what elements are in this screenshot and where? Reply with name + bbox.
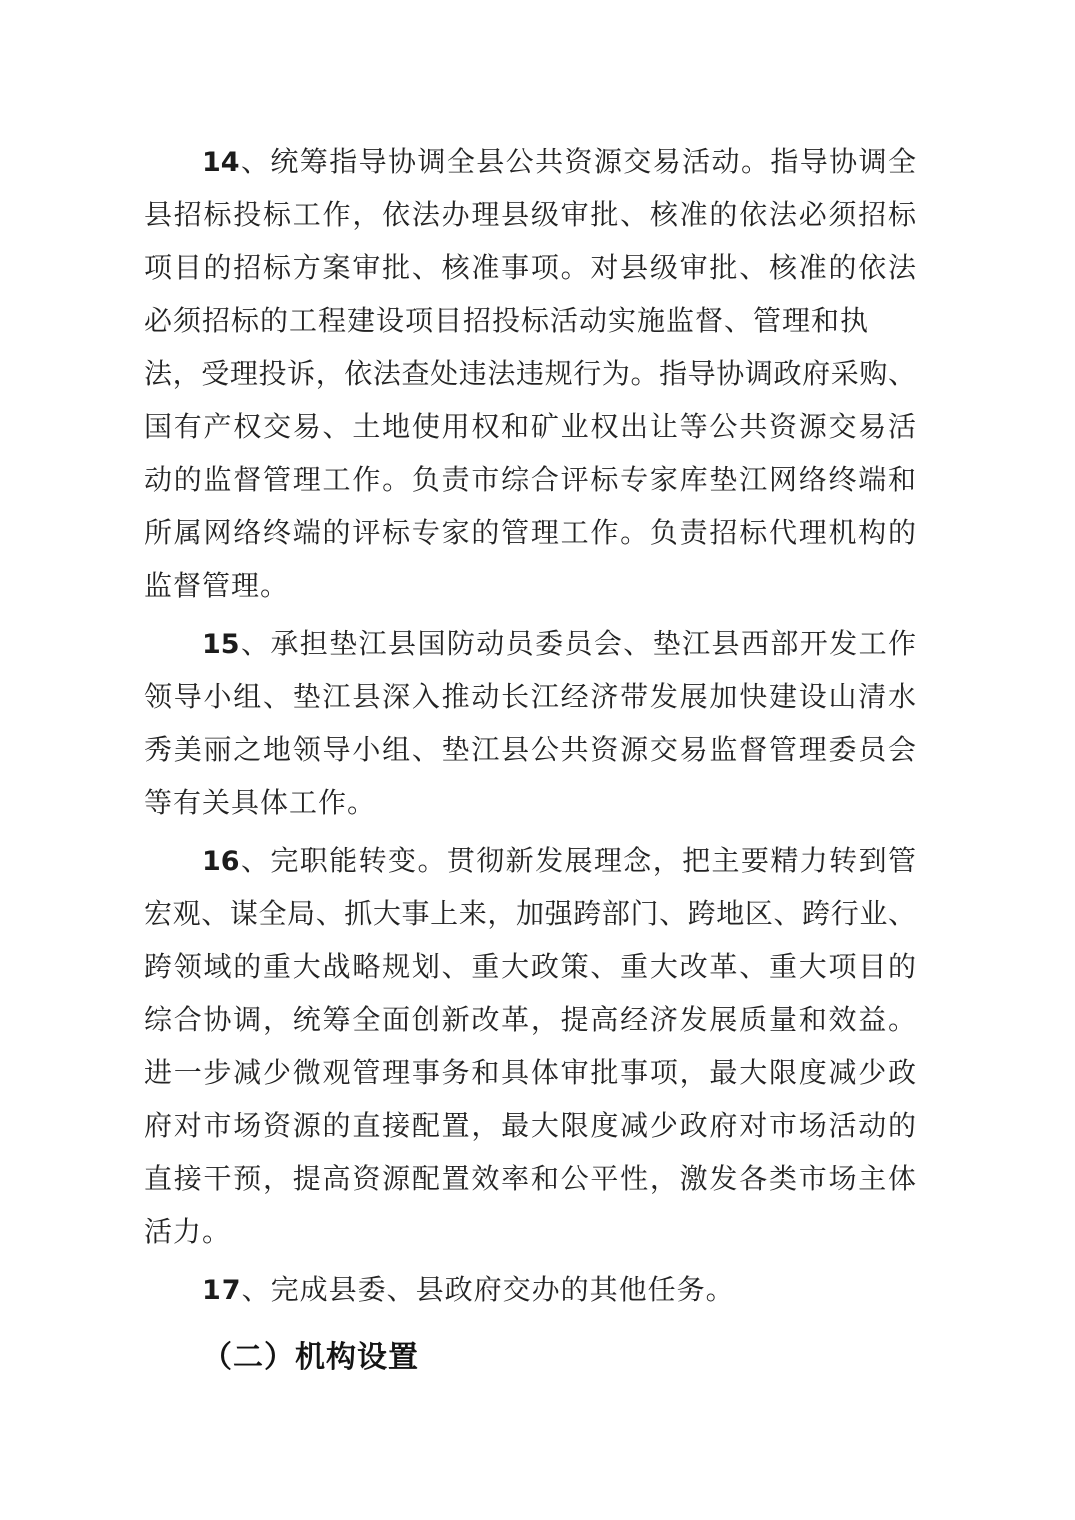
- text-line: 直接干预，提高资源配置效率和公平性，激发各类市场主体: [144, 1164, 916, 1195]
- item-number: 16: [202, 846, 240, 877]
- paragraph-item-16: [144, 835, 916, 1259]
- paragraph-item-17: [144, 1264, 916, 1317]
- text-line: 法，受理投诉，依法查处违法违规行为。指导协调政府采购、: [144, 359, 916, 390]
- text-line: 县招标投标工作，依法办理县级审批、核准的依法必须招标: [144, 200, 916, 231]
- text-line: 进一步减少微观管理事务和具体审批事项，最大限度减少政: [144, 1058, 916, 1089]
- text-line: 所属网络终端的评标专家的管理工作。负责招标代理机构的: [144, 518, 916, 549]
- text-line: 国有产权交易、土地使用权和矿业权出让等公共资源交易活: [144, 412, 916, 443]
- text-line: 动的监督管理工作。负责市综合评标专家库垫江网络终端和: [144, 465, 916, 496]
- section-heading-organization-setup: [144, 1331, 916, 1384]
- text-line: 17、完成县委、县政府交办的其他任务。: [202, 1275, 735, 1306]
- text-line: 综合协调，统筹全面创新改革，提高经济发展质量和效益。: [144, 1005, 916, 1036]
- text-line: 跨领域的重大战略规划、重大政策、重大改革、重大项目的: [144, 952, 916, 983]
- paragraph-item-14: [144, 136, 916, 613]
- text-line: 等有关具体工作。: [144, 788, 377, 819]
- paragraph-item-15: [144, 618, 916, 830]
- text-line: 14、统筹指导协调全县公共资源交易活动。指导协调全: [202, 147, 916, 178]
- text-line: 领导小组、垫江县深入推动长江经济带发展加快建设山清水: [144, 682, 916, 713]
- text-line: 必须招标的工程建设项目招投标活动实施监督、管理和执: [144, 306, 870, 337]
- item-number: 14: [202, 147, 240, 178]
- text-line: 活力。: [144, 1217, 232, 1248]
- text-line: 府对市场资源的直接配置，最大限度减少政府对市场活动的: [144, 1111, 916, 1142]
- text-line: 秀美丽之地领导小组、垫江县公共资源交易监督管理委员会: [144, 735, 916, 766]
- text-line: （二）机构设置: [202, 1341, 419, 1374]
- text-line: 15、承担垫江县国防动员委员会、垫江县西部开发工作: [202, 629, 916, 660]
- text-line: 项目的招标方案审批、核准事项。对县级审批、核准的依法: [144, 253, 916, 284]
- text-line: 16、完职能转变。贯彻新发展理念，把主要精力转到管: [202, 846, 916, 877]
- document-text-block: [144, 136, 916, 1384]
- text-line: 监督管理。: [144, 571, 290, 602]
- item-number: 15: [202, 629, 240, 660]
- item-number: 17: [202, 1275, 242, 1306]
- text-line: 宏观、谋全局、抓大事上来，加强跨部门、跨地区、跨行业、: [144, 899, 916, 930]
